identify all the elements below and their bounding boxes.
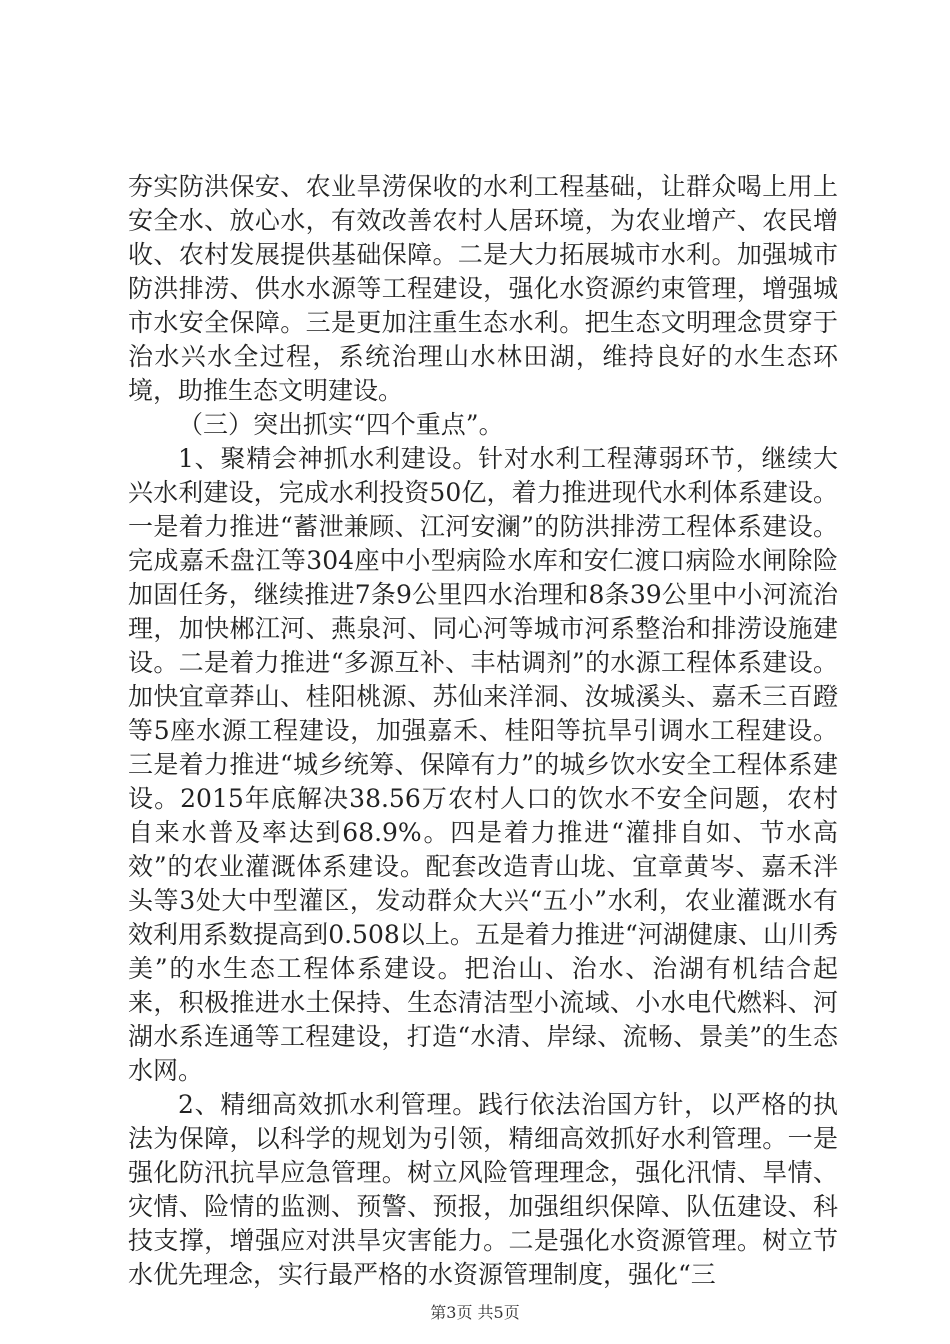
page-number-footer: 第3页 共5页 (430, 1303, 520, 1322)
section-heading: （三）突出抓实“四个重点”。 (178, 410, 504, 439)
paragraph-1: 夯实防洪保安、农业旱涝保收的水利工程基础，让群众喝上用上安全水、放心水，有效改善农村人居环境，为农业增产、农民增收、农村发展提供基础保障。二是大力拓展城市水利。加强城市防洪排涝、供水水源等工程建设，强化水资源约束管理，增强城市水安全保障。三是更加注重生态水利。把生态文明理念贯穿于治水兴水全过程，系统治理山水林田湖，维持良好的水生态环境，助推生态文明建设。 (128, 172, 838, 405)
document-body (128, 170, 838, 1292)
paragraph-3: 2、精细高效抓水利管理。践行依法治国方针，以严格的执法为保障，以科学的规划为引领，精细高效抓好水利管理。一是强化防汛抗旱应急管理。树立风险管理理念，强化汛情、旱情、灾情、险情的监测、预警、预报，加强组织保障、队伍建设、科技支撑，增强应对洪旱灾害能力。二是强化水资源管理。树立节水优先理念，实行最严格的水资源管理制度，强化“三 (128, 1090, 838, 1289)
paragraph-2: 1、聚精会神抓水利建设。针对水利工程薄弱环节，继续大兴水利建设，完成水利投资50亿，着力推进现代水利体系建设。一是着力推进“蓄泄兼顾、江河安澜”的防洪排涝工程体系建设。完成嘉禾盘江等304座中小型病险水库和安仁渡口病险水闸除险加固任务，继续推进7条9公里四水治理和8条39公里中小河流治理，加快郴江河、燕泉河、同心河等城市河系整治和排涝设施建设。二是着力推进“多源互补、丰枯调剂”的水源工程体系建设。加快宜章莽山、桂阳桃源、苏仙来洋洞、汝城溪头、嘉禾三百蹬等5座水源工程建设，加强嘉禾、桂阳等抗旱引调水工程建设。三是着力推进“城乡统筹、保障有力”的城乡饮水安全工程体系建设。2015年底解决38.56万农村人口的饮水不安全问题，农村自来水普及率达到68.9%。四是着力推进“灌排自如、节水高效”的农业灌溉体系建设。配套改造青山垅、宜章黄岑、嘉禾泮头等3处大中型灌区，发动群众大兴“五小”水利，农业灌溉水有效利用系数提高到0.508以上。五是着力推进“河湖健康、山川秀美”的水生态工程体系建设。把治山、治水、治湖有机结合起来，积极推进水土保持、生态清洁型小流域、小水电代燃料、河湖水系连通等工程建设，打造“水清、岸绿、流畅、景美”的生态水网。 (128, 444, 838, 1085)
